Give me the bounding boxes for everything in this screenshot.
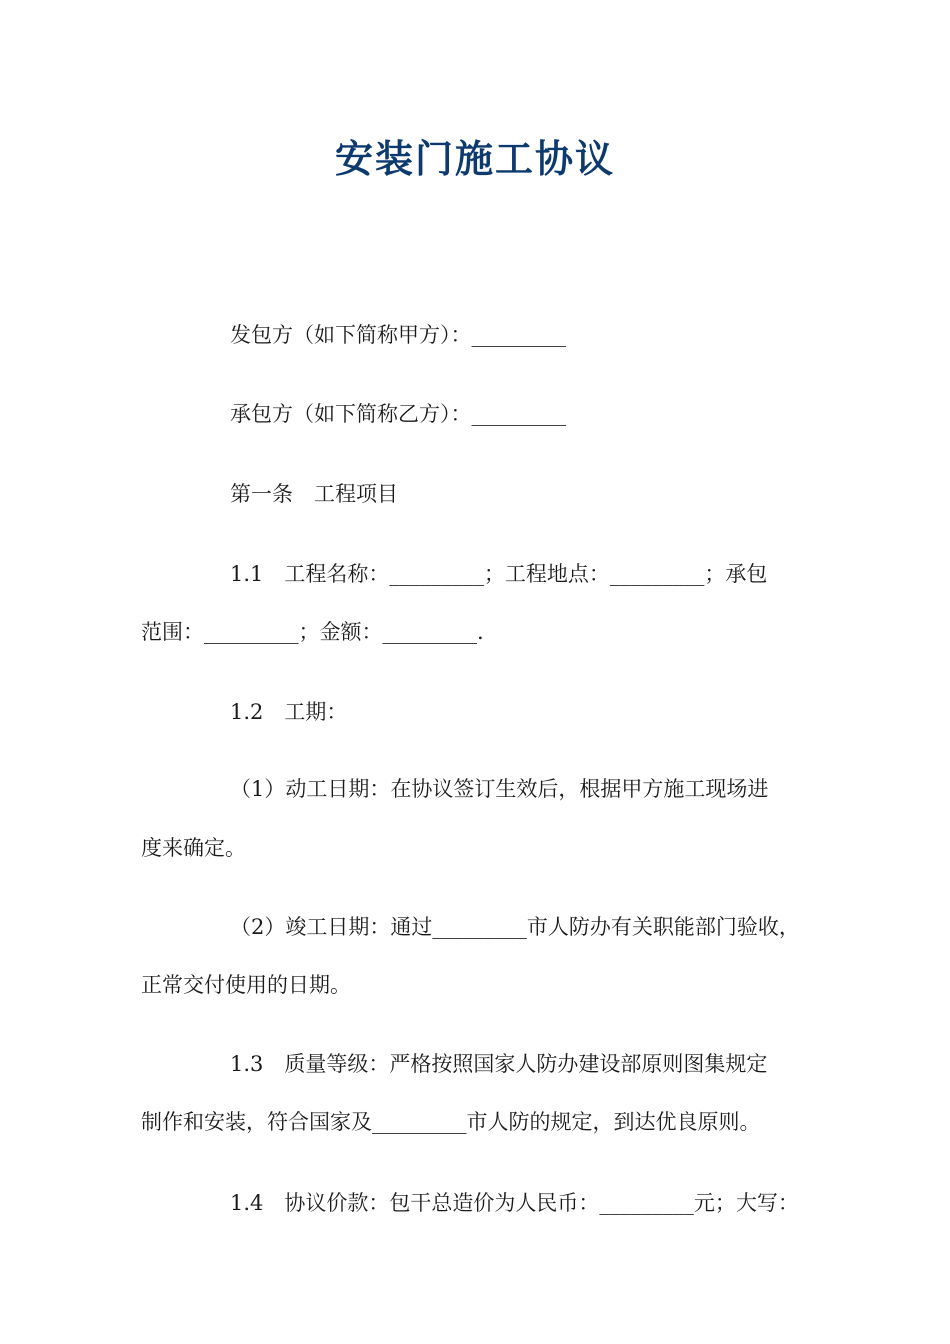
start-date-line-1: （1）动工日期：在协议签订生效后，根据甲方施工现场进 [230,777,769,801]
start-date-line-2: 度来确定。 [141,836,246,860]
clause-1-3-line-2: 制作和安装，符合国家及_________市人防的规定，到达优良原则。 [141,1110,761,1134]
completion-date-line-2: 正常交付使用的日期。 [141,973,351,997]
article-one-heading: 第一条 工程项目 [230,482,398,506]
document-title: 安装门施工协议 [334,137,615,181]
clause-1-1-line-2: 范围：_________；金额：_________. [141,620,484,644]
party-b-line: 承包方（如下简称乙方）：_________ [230,402,566,426]
completion-date-line-1: （2）竣工日期：通过_________市人防办有关职能部门验收， [230,915,800,939]
clause-1-3-line-1: 1.3 质量等级：严格按照国家人防办建设部原则图集规定 [230,1052,768,1076]
clause-1-2-heading: 1.2 工期： [230,700,348,724]
clause-1-1-line-1: 1.1 工程名称：_________；工程地点：_________；承包 [230,562,768,586]
party-a-line: 发包方（如下简称甲方）：_________ [230,323,566,347]
clause-1-4-line-1: 1.4 协议价款：包干总造价为人民币：_________元；大写： [230,1191,799,1215]
